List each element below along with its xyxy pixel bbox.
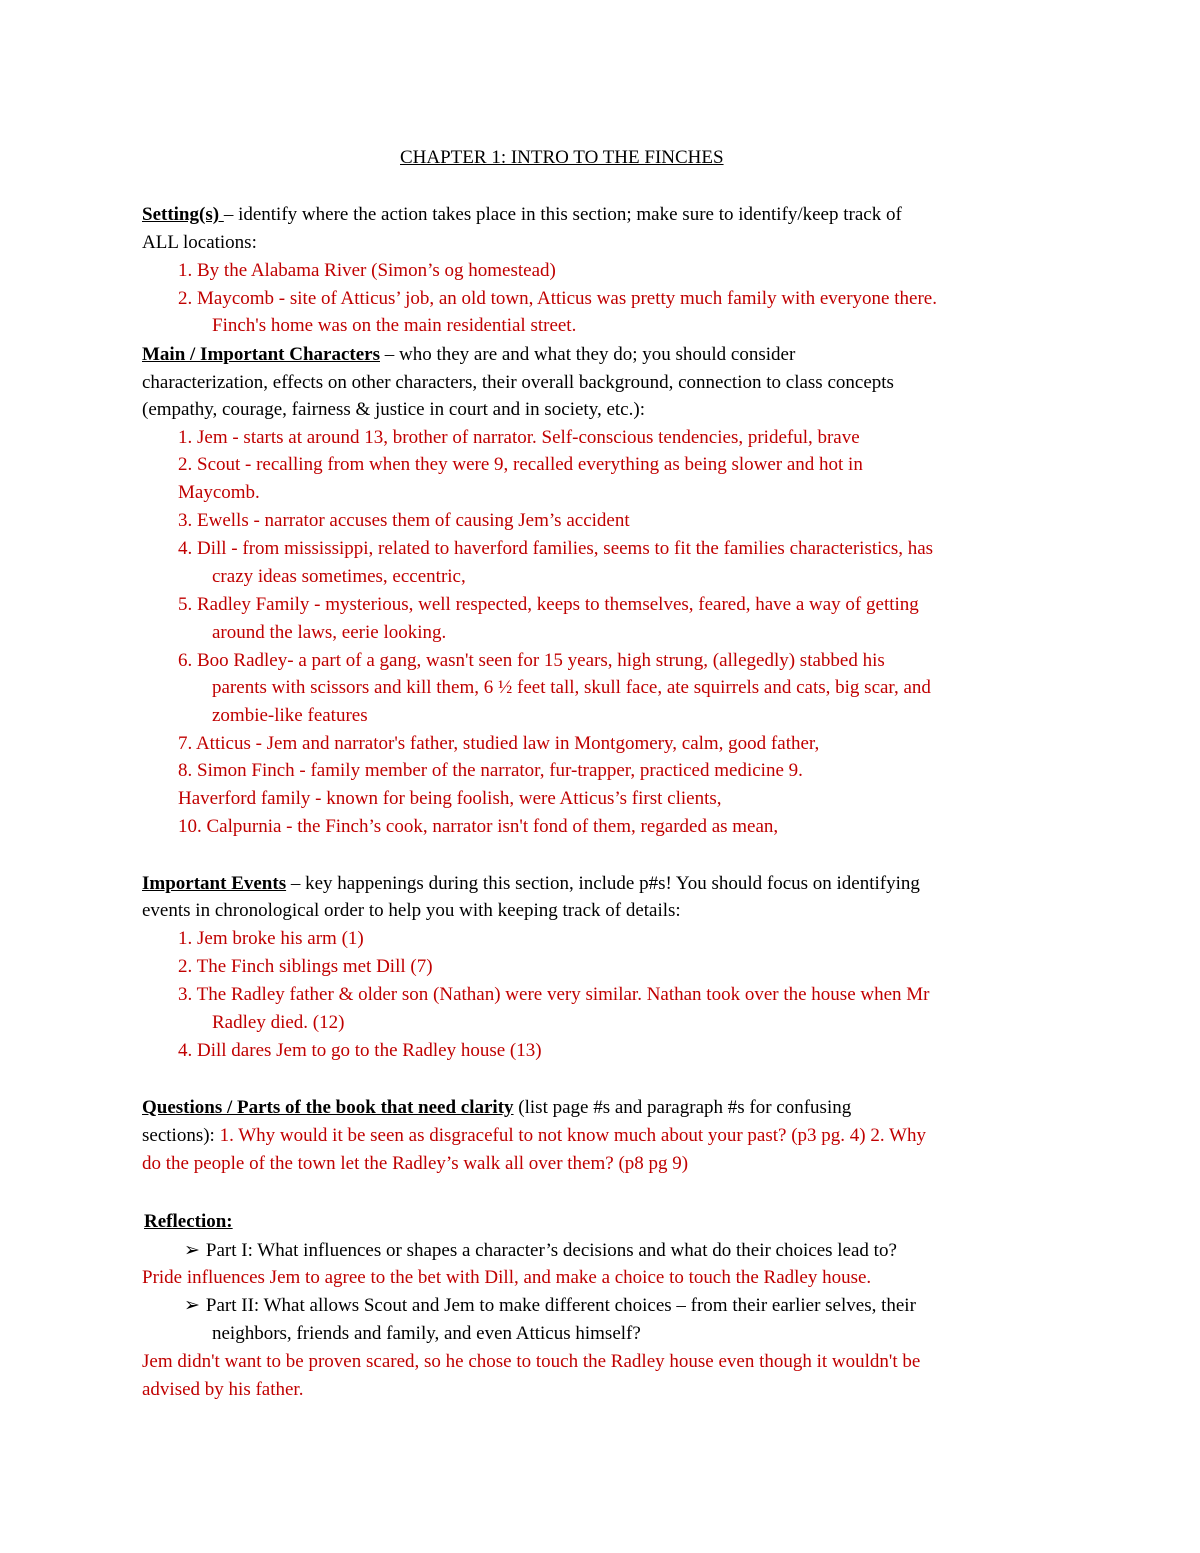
arrow-bullet-icon: ➢ (184, 1295, 200, 1316)
reflection-part2-question-line2: neighbors, friends and family, and even Atticus himself? (212, 1323, 641, 1344)
events-prompt-text: – key happenings during this section, include p#s! You should focus on identifying (286, 873, 920, 894)
setting-prompt-line2: ALL locations: (142, 232, 257, 253)
character-line: Maycomb. (178, 482, 260, 503)
reflection-part2-text: Part II: What allows Scout and Jem to make different choices – from their earlier selves, their (205, 1295, 916, 1316)
page-title: CHAPTER 1: INTRO TO THE FINCHES (400, 147, 724, 168)
setting-prompt (142, 203, 902, 227)
character-line: 5. Radley Family - mysterious, well respected, keeps to themselves, feared, have a way of getting (178, 594, 919, 615)
reflection-part2-question (184, 1294, 916, 1318)
setting-item: 2. Maycomb - site of Atticus’ job, an old town, Atticus was pretty much family with everyone there. (178, 288, 937, 309)
questions-line2 (142, 1124, 926, 1148)
reflection-part2-answer-line2: advised by his father. (142, 1379, 304, 1400)
event-line: Radley died. (12) (212, 1012, 345, 1033)
characters-prompt-line3: (empathy, courage, fairness & justice in court and in society, etc.): (142, 399, 645, 420)
reflection-part1-question (184, 1239, 897, 1263)
event-line: 1. Jem broke his arm (1) (178, 928, 364, 949)
character-line: 1. Jem - starts at around 13, brother of narrator. Self-conscious tendencies, prideful, brave (178, 427, 860, 448)
reflection-part2-answer-line1: Jem didn't want to be proven scared, so he chose to touch the Radley house even though it wouldn't be (142, 1351, 921, 1372)
event-line: 3. The Radley father & older son (Nathan) were very similar. Nathan took over the house when Mr (178, 984, 930, 1005)
events-prompt (142, 872, 920, 896)
questions-prompt (142, 1096, 851, 1120)
setting-heading: Setting(s) (142, 204, 224, 225)
reflection-part1-text: Part I: What influences or shapes a character’s decisions and what do their choices lead to? (205, 1240, 897, 1261)
characters-prompt-line2: characterization, effects on other characters, their overall background, connection to class concepts (142, 372, 894, 393)
character-line: 6. Boo Radley- a part of a gang, wasn't seen for 15 years, high strung, (allegedly) stabbed his (178, 650, 885, 671)
character-line: crazy ideas sometimes, eccentric, (212, 566, 466, 587)
questions-answer-start: 1. Why would it be seen as disgraceful to not know much about your past? (p3 pg. 4) 2. Why (219, 1125, 926, 1146)
questions-prompt-text: (list page #s and paragraph #s for confusing (513, 1097, 852, 1118)
events-heading: Important Events (142, 873, 287, 894)
questions-answer-line3: do the people of the town let the Radley’s walk all over them? (p8 pg 9) (142, 1153, 689, 1174)
character-line: 8. Simon Finch - family member of the narrator, fur-trapper, practiced medicine 9. (178, 760, 803, 781)
setting-item-continued: Finch's home was on the main residential street. (212, 315, 577, 336)
reflection-heading: Reflection: (144, 1211, 233, 1232)
character-line: zombie-like features (212, 705, 368, 726)
character-line: 4. Dill - from mississippi, related to haverford families, seems to fit the families characteristics, has (178, 538, 934, 559)
character-line: Haverford family - known for being foolish, were Atticus’s first clients, (178, 788, 722, 809)
event-line: 2. The Finch siblings met Dill (7) (178, 956, 433, 977)
setting-prompt-text: – identify where the action takes place in this section; make sure to identify/keep track of (223, 204, 902, 225)
character-line: 7. Atticus - Jem and narrator's father, studied law in Montgomery, calm, good father, (178, 733, 820, 754)
character-line: around the laws, eerie looking. (212, 622, 447, 643)
character-line: 3. Ewells - narrator accuses them of causing Jem’s accident (178, 510, 630, 531)
characters-prompt-text: – who they are and what they do; you should consider (380, 344, 796, 365)
character-line: parents with scissors and kill them, 6 ½ feet tall, skull face, ate squirrels and cats, big scar, and (212, 677, 931, 698)
setting-item: 1. By the Alabama River (Simon’s og homestead) (178, 260, 556, 281)
event-line: 4. Dill dares Jem to go to the Radley house (13) (178, 1040, 542, 1061)
character-line: 10. Calpurnia - the Finch’s cook, narrator isn't fond of them, regarded as mean, (178, 816, 779, 837)
questions-prompt-tail: sections): (142, 1125, 220, 1146)
character-line: 2. Scout - recalling from when they were 9, recalled everything as being slower and hot in (178, 454, 863, 475)
events-prompt-line2: events in chronological order to help you with keeping track of details: (142, 900, 681, 921)
reflection-part1-answer: Pride influences Jem to agree to the bet with Dill, and make a choice to touch the Radley house. (142, 1267, 872, 1288)
questions-heading: Questions / Parts of the book that need clarity (142, 1097, 514, 1118)
characters-heading: Main / Important Characters (142, 344, 380, 365)
arrow-bullet-icon: ➢ (184, 1240, 200, 1261)
characters-prompt (142, 343, 795, 367)
